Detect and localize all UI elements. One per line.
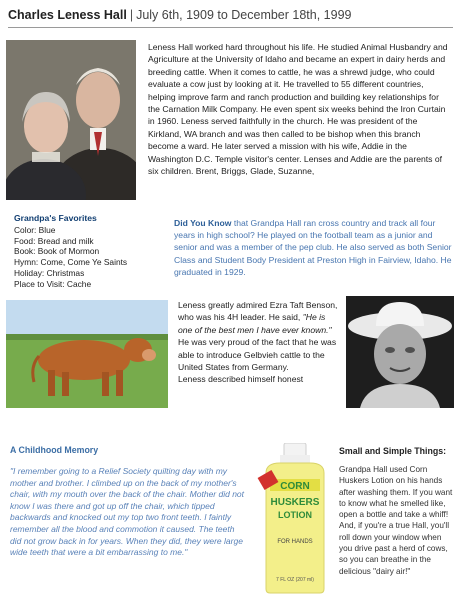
cow-icon [6,300,168,408]
favorites-title: Grandpa's Favorites [14,213,97,223]
header-divider [8,27,453,28]
favorite-item: Hymn: Come, Come Ye Saints [14,257,128,268]
favorite-item: Holiday: Christmas [14,267,85,278]
benson-quote: "He is one of the best men I have ever known." [178,312,332,335]
person-name: Charles Leness Hall [8,8,127,22]
couple-photo [6,40,136,200]
lotion-bottle-icon [256,443,334,595]
page-header [8,6,453,28]
favorite-item: Place to Visit: Cache [14,278,92,289]
benson-paragraph [178,299,340,386]
favorite-item: Color: Blue [14,224,56,235]
gelbvieh-text: He was very proud of the fact that he was able to introduce Gelbvieh cattle to the United States from Germany. [178,337,337,373]
bottle-brand-top: CORN [280,481,310,492]
bottle-badge: FOR HANDS [277,539,313,545]
bottle-size: 7 FL OZ (207 ml) [276,577,314,583]
cow-photo [6,300,168,408]
favorite-item: Food: Bread and milk [14,235,94,246]
small-simple-text: Grandpa Hall used Corn Huskers Lotion on his hands after washing them. If you want to know what he smelled like, open a bottle and take a whiff! And, if you're a true Hall, you'll roll down your window when you drive past a herd of cows, so you can breathe in the delicious "dairy air!" [339,465,453,576]
honest-text: Leness described himself honest [178,374,304,385]
biography-paragraph: Leness Hall worked hard throughout his life. He studied Animal Husbandry and Agriculture at the University of Idaho and became an expert in dairy herds and breeding cattle. When it comes to cattle, he was a shrewd judge, who could evaluate a cow just by looking at it. He travelled to 55 different countries, helping improve farm and ranch production and building key relationships for the Carnation Milk Company. He even spent six weeks behind the Iron Curtain in 1960. Leness served faithfully in the church. He was president of the Kirkland, WA branch and was then called to be bishop when this branch become a ward. He later served a mission with his wife, Addie in the Washington D.C. Temple visitor's center. Lenses and Addie are the parents of six children. Brent, Briggs, Glade, Suzanne, [148,42,448,177]
cowboy-portrait-icon [346,296,454,408]
did-you-know-text: that Grandpa Hall ran cross country and track all four years in high school? He played on the football team as a junior and senior and was a member of the pep club. He also served as both Senior Class and Student Body President at Preston High in Fairview, Idaho. He graduated in 1929. [174,218,452,277]
cowboy-photo [346,296,454,408]
bottle-brand-mid: HUSKERS [270,497,320,508]
childhood-memory-title: A Childhood Memory [10,445,99,455]
favorites-box [14,213,164,290]
childhood-memory-text: "I remember going to a Relief Society quilting day with my mother and brother. I climbed up on the back of my mother's chair, with my mouth over the back of the chair. Mother did not know I was there and got up off the chair, which tipped backwards and knocked out my top two front teeth. I faintly remember all the blood and commotion it caused. The teeth did not grow back in for years. When they did, they were large wide teeth that were a bit embarrassing to me." [10,466,245,558]
couple-portrait-icon [6,40,136,200]
lotion-bottle-photo [256,443,334,595]
life-dates: July 6th, 1909 to December 18th, 1999 [136,8,352,22]
benson-intro: Leness greatly admired Ezra Taft Benson, who was his 4H leader. He said, [178,300,338,323]
header-separator: | [129,8,134,22]
did-you-know-paragraph [174,217,455,278]
bottle-brand-bottom: LOTION [278,510,312,520]
small-simple-title: Small and Simple Things: [339,446,447,456]
did-you-know-label: Did You Know [174,218,232,228]
favorite-item: Book: Book of Mormon [14,246,100,257]
